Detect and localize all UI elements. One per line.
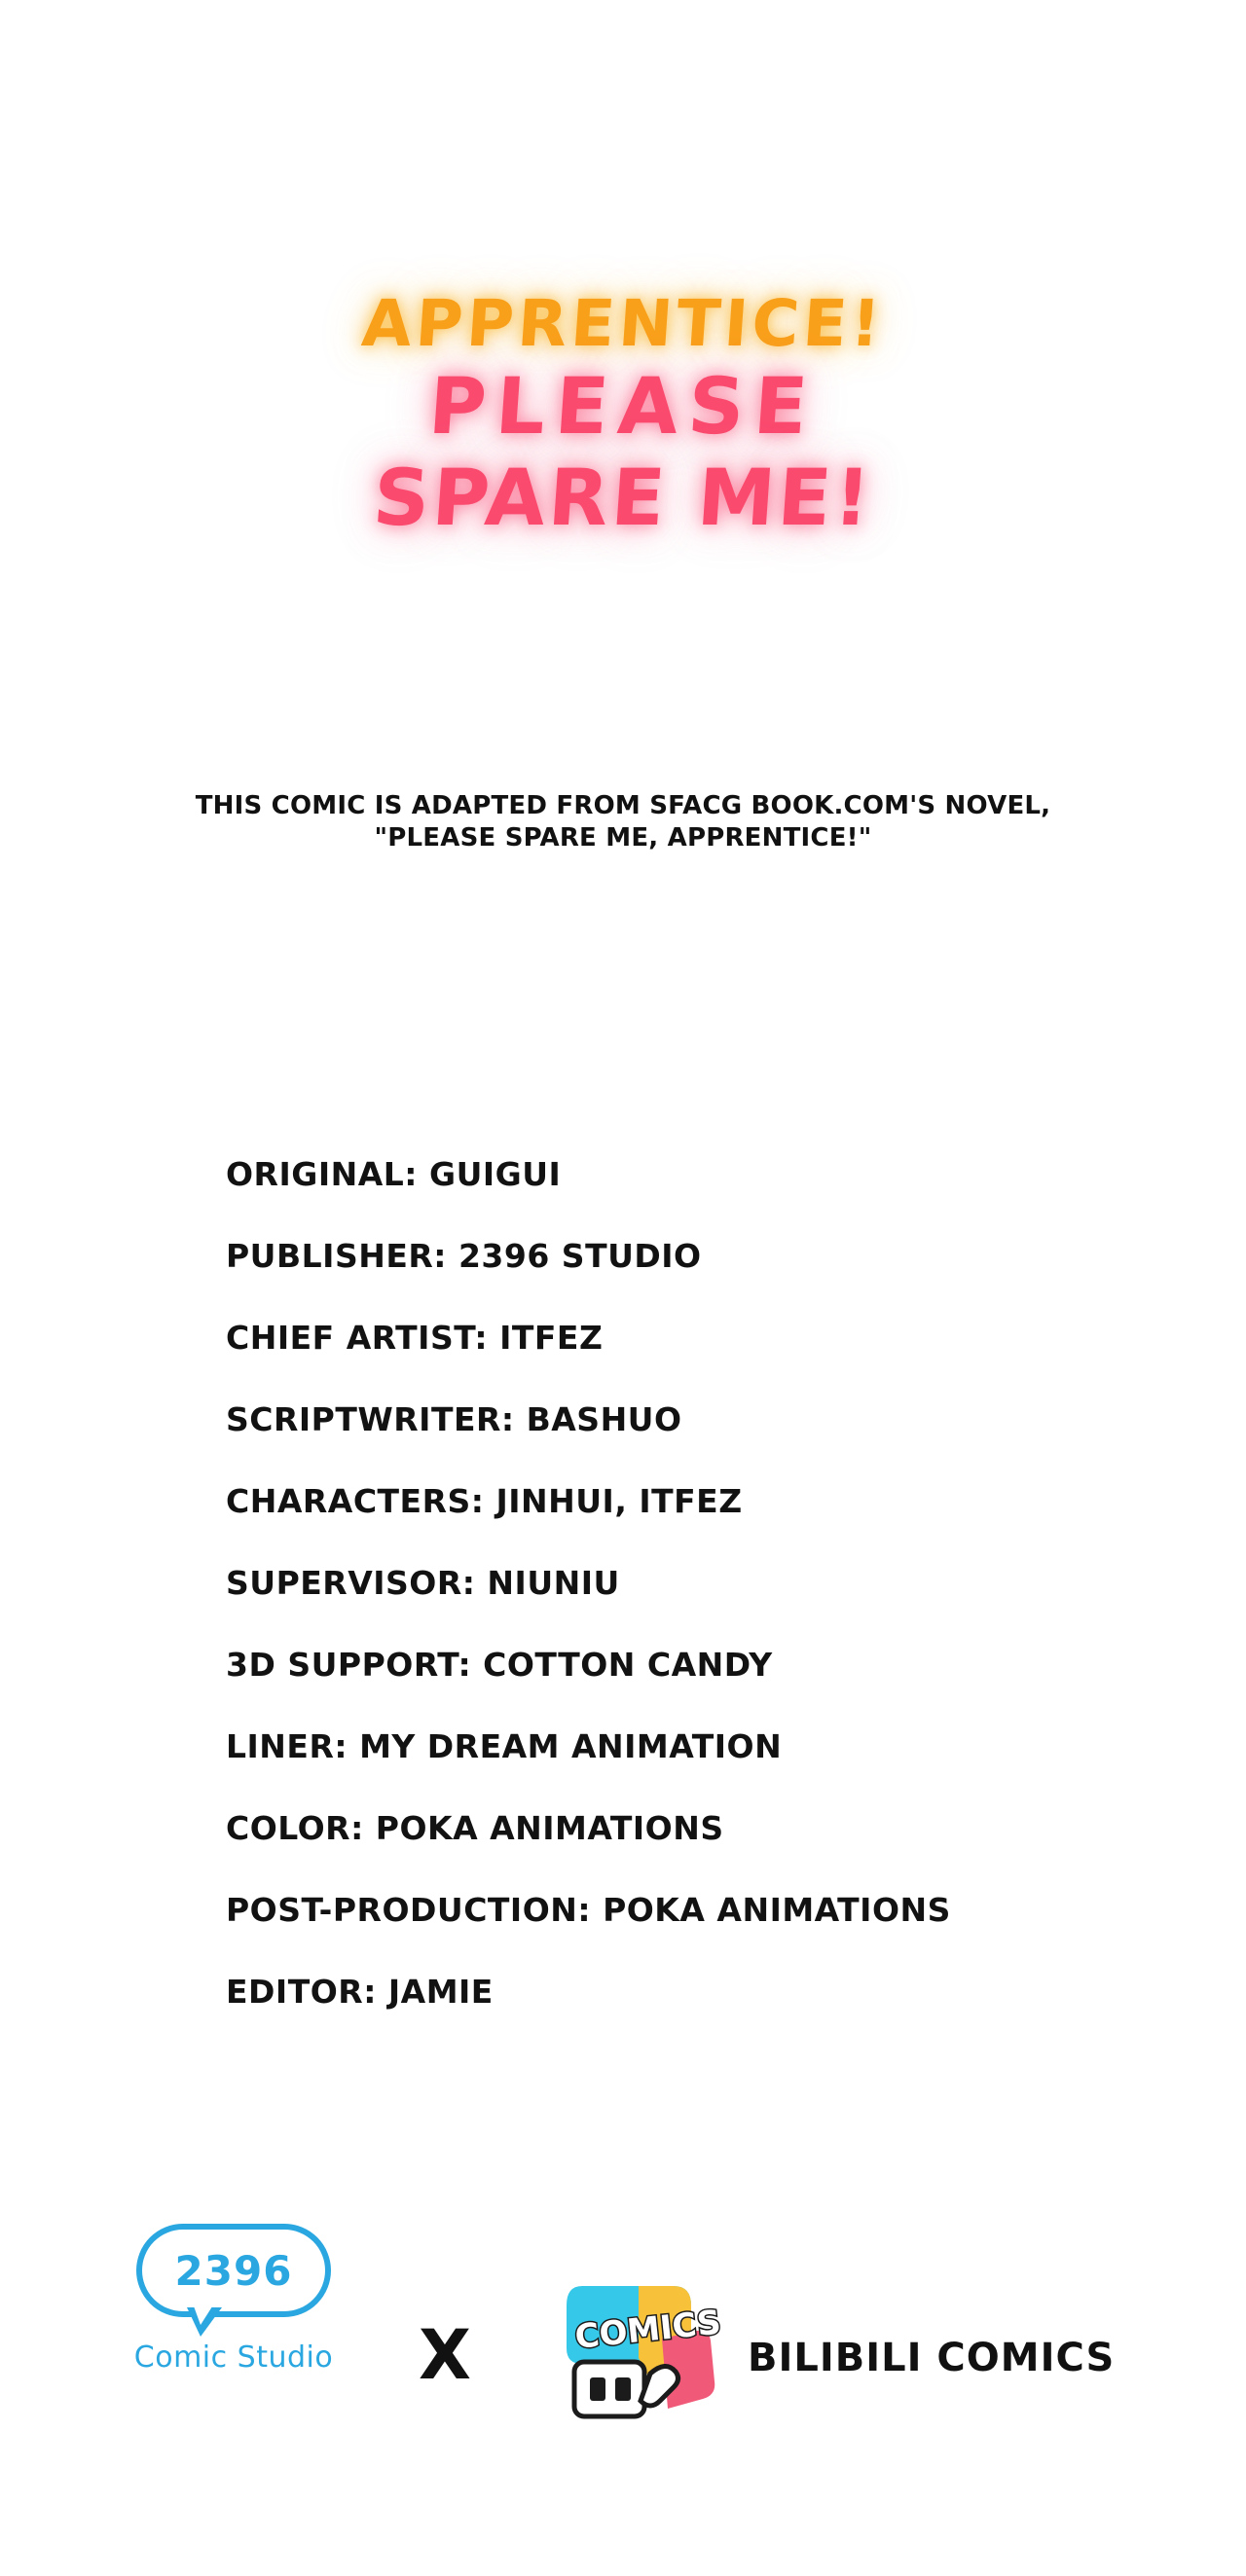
credit-line: SUPERVISOR: NIUNIU xyxy=(226,1564,620,1602)
credits-list xyxy=(226,1134,1102,2033)
title-line-spare-me: SPARE ME! xyxy=(370,453,876,543)
credit-line: 3D SUPPORT: COTTON CANDY xyxy=(226,1646,773,1684)
partner-name: BILIBILI COMICS xyxy=(748,2336,1116,2380)
credit-line: SCRIPTWRITER: BASHUO xyxy=(226,1400,682,1438)
speech-bubble-tail-icon xyxy=(187,2307,222,2337)
credit-line: CHIEF ARTIST: ITFEZ xyxy=(226,1319,604,1357)
title-block xyxy=(0,286,1246,543)
title-line-apprentice: APPRENTICE! xyxy=(359,286,887,361)
credit-line: COLOR: POKA ANIMATIONS xyxy=(226,1809,724,1847)
title-line-please: PLEASE xyxy=(425,361,821,452)
credit-line: POST-PRODUCTION: POKA ANIMATIONS xyxy=(226,1891,951,1929)
credit-line: EDITOR: JAMIE xyxy=(226,1973,494,2011)
credit-line: LINER: MY DREAM ANIMATION xyxy=(226,1727,783,1765)
svg-text:COMICS: COMICS xyxy=(572,2303,720,2357)
studio-caption: Comic Studio xyxy=(133,2340,334,2375)
credit-line: PUBLISHER: 2396 STUDIO xyxy=(226,1237,702,1275)
bilibili-comics-badge-icon xyxy=(545,2280,720,2431)
footer-logos xyxy=(0,2224,1246,2477)
cross-icon: X xyxy=(419,2315,471,2395)
speech-bubble-icon xyxy=(136,2224,331,2317)
adaptation-note xyxy=(0,790,1246,855)
adaptation-note-line-1: THIS COMIC IS ADAPTED FROM SFACG BOOK.COM'S NOVEL, xyxy=(195,791,1051,820)
credit-line: CHARACTERS: JINHUI, ITFEZ xyxy=(226,1482,743,1520)
adaptation-note-line-2: "PLEASE SPARE ME, APPRENTICE!" xyxy=(374,823,872,853)
studio-logo xyxy=(117,2224,350,2375)
studio-logo-text: 2396 xyxy=(174,2246,293,2295)
credit-line: ORIGINAL: GUIGUI xyxy=(226,1155,562,1193)
